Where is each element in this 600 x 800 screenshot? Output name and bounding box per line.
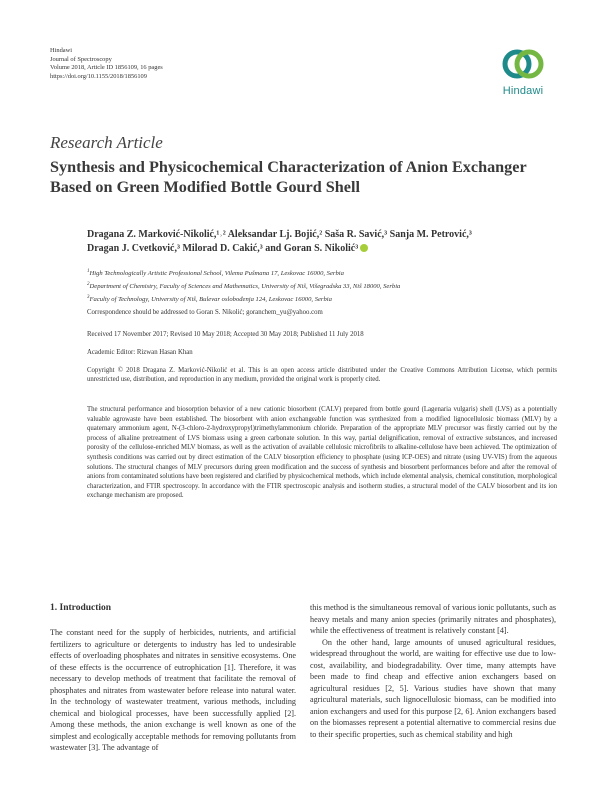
affiliation-text: Department of Chemistry, Faculty of Sciences and Mathematics, University of Niš, Višegradska 33, Niš 18000, Serbia <box>89 283 401 291</box>
correspondence: Correspondence should be addressed to Goran S. Nikolić; goranchem_yu@yahoo.com <box>87 309 323 316</box>
volume-info: Volume 2018, Article ID 1856109, 16 pages <box>50 64 163 72</box>
paragraph: this method is the simultaneous removal of various ionic pollutants, such as heavy metals and many anion species (primarily nitrates and phosphates), while the effectiveness of treatment is relatively constant [4]. <box>310 603 556 635</box>
publisher-name: Hindawi <box>50 47 73 54</box>
affiliation-number: 2 <box>87 282 90 288</box>
section-heading: 1. Introduction <box>50 603 112 613</box>
authors-line-2-wrap <box>87 242 557 256</box>
hindawi-logo-icon <box>501 44 545 84</box>
article-title: Synthesis and Physicochemical Characterization of Anion Exchanger Based on Green Modified Bottle Gourd Shell <box>50 158 527 196</box>
affiliation-number: 1 <box>87 269 90 274</box>
left-column <box>50 627 296 754</box>
academic-editor: Academic Editor: Rizwan Hasan Khan <box>87 349 193 356</box>
publication-dates: Received 17 November 2017; Revised 10 May 2018; Accepted 30 May 2018; Published 11 July 2018 <box>87 331 364 338</box>
journal-name: Journal of Spectroscopy <box>50 55 112 63</box>
affiliation-number: 3 <box>87 295 90 301</box>
orcid-icon[interactable] <box>360 244 368 252</box>
affiliations <box>87 266 557 306</box>
affiliation-1 <box>87 266 557 279</box>
author-list <box>87 228 557 256</box>
affiliation-3 <box>87 292 557 305</box>
right-column <box>310 602 556 740</box>
paragraph: The constant need for the supply of herbicides, nutrients, and artificial fertilizers to agriculture or detergents to industry has led to undesirable effects of overloading phosphates and nitrates in sensitive ecosystems. One of these effects is the occurrence of eutrophication [1]. Therefore, it was necessary to develop methods of treatment that facilitate the removal of phosphates and nitrates from wastewater before release into natural water. In the technology of wastewater treatment, various methods, including chemical and biological processes, have been successfully applied [2]. Among these methods, the anion exchange is well known as one of the simplest and ecologically acceptable methods for removing pollutants from wastewater [3]. The advantage of <box>50 628 296 752</box>
paragraph: On the other hand, large amounts of unused agricultural residues, widespread throughout the world, are waiting for effective use due to low-cost, availability, and biodegradability. Over time, many attempts have been made to find cheap and effective anion exchangers based on agricultural residues [2, 5]. Various studies have shown that many agricultural materials, such lignocellulosic biomass, can be modified into anion exchangers and used for this purpose [2, 6]. Anion exchangers based on the biomasses represent a potential alternative to commercial resins due to their specific properties, such as chemical stability and high <box>310 637 556 739</box>
doi-link[interactable]: https://doi.org/10.1155/2018/1856109 <box>50 72 147 80</box>
abstract: The structural performance and biosorption behavior of a new cationic biosorbent (CALV) prepared from bottle gourd (Lagenaria vulgaris) shell (LVS) as a potentially valuable agrowaste have been established. The biosorbent with anion exchangeable function was synthesized from a modified lignocellulosic biomass (MLV) by a quaternary ammonium agent, N-(3-chloro-2-hydroxypropyl)trimethylammonium chloride. Preparation of the appropriate MLV precursor was firstly carried out by the process of alkaline pretreatment of LVS biomass using a green carbonate solution. In this way, partial delignification, removal of extractive substances, and increased porosity of the cellulose-enriched MLV biomass, as well as the activation of available cellulosic microfibrils to alkaline-cellulose have been achieved. The optimization of synthesis conditions was carried out by direct estimation of the CALV biosorption efficiency to phosphate (using ICP-OES) and nitrate (using UV-VIS) from the aqueous solutions. The structural changes of MLV precursors during green modification and the success of synthesis and biosorbent performances before and after the removal of anions from contaminated solutions have been registered and clarified by physicochemical methods, which include elemental analysis, chemical constitution, morphological characterization, and FTIR spectroscopy. In accordance with the FTIR spectroscopic analysis and isotherm studies, a structural model of the CALV biosorbent and its ion exchange mechanism are proposed. <box>87 406 557 500</box>
copyright-notice: Copyright © 2018 Dragana Z. Marković-Nikolić et al. This is an open access article distributed under the Creative Commons Attribution License, which permits unrestricted use, distribution, and reproduction in any medium, provided the original work is properly cited. <box>87 367 557 383</box>
hindawi-logo <box>494 44 552 97</box>
logo-text: Hindawi <box>502 85 544 97</box>
affiliation-2 <box>87 279 557 292</box>
authors-line-2[interactable]: Dragan J. Cvetković,³ Milorad D. Cakić,³ and Goran S. Nikolić³ <box>87 243 359 254</box>
affiliation-text: Faculty of Technology, University of Niš, Bulevar oslobođenja 124, Leskovac 16000, Serbia <box>89 296 332 304</box>
authors-line-1[interactable]: Dragana Z. Marković-Nikolić,¹˒² Aleksandar Lj. Bojić,² Saša R. Savić,³ Sanja M. Petrović,³ <box>87 229 472 240</box>
affiliation-text: High Technologically Artistic Professional School, Vilema Pušmana 17, Leskovac 16000, Serbia <box>89 270 344 278</box>
journal-info <box>50 47 163 81</box>
article-type: Research Article <box>50 133 163 152</box>
